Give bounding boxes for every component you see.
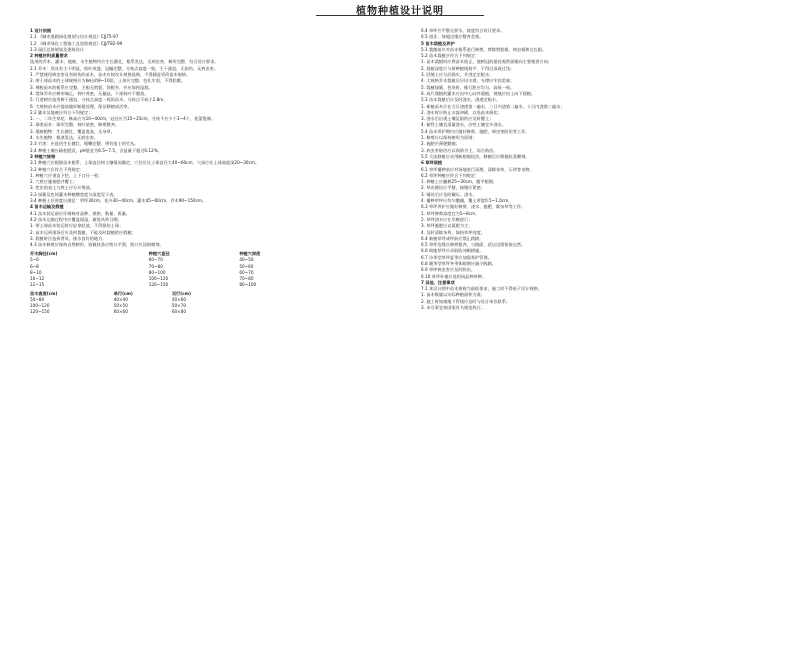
left-line: 3. 裸根苗木的根系应完整，主根无劈裂，须根多，并应保持湿润。	[30, 84, 153, 90]
right-line: 2. 栽植深度应与原种植线持平，不得过深或过浅；	[421, 65, 515, 71]
table-cell: 12~15	[30, 281, 45, 287]
table-cell: 60×60	[113, 309, 128, 315]
table-cell: 40~50	[239, 257, 254, 263]
table-cell: 6~8	[30, 263, 39, 269]
right-line: 5.2 苗木栽植应符合下列规定：	[421, 53, 480, 59]
table-cell: 120~150	[30, 309, 50, 315]
right-line: 3. 浇水后出现土壤沉陷的应及时覆土；	[421, 116, 494, 122]
left-line: 3. 挖出的表土与底土应分开堆放。	[30, 185, 94, 191]
right-line: 5. 栽植绿篱、色块时，株行距应均匀，高低一致。	[421, 84, 515, 90]
left-line: 3. 地被植物：生长健壮，覆盖度高，无杂草。	[30, 128, 115, 134]
table-cell: 50×50	[113, 303, 128, 309]
left-line: 3.1 种植穴应根据苗木根系、土球直径和土壤情况确定，穴径应比土球直径大40~60cm，穴深应比土球高度深20~30cm。	[30, 160, 260, 166]
left-line: 4.2 苗木运输过程中应覆盖保湿，避免风吹日晒。	[30, 216, 122, 222]
right-line: 3. 病虫害防治应以预防为主，综合防治。	[421, 147, 498, 153]
left-line: 3. 假植时应选择背风、排水良好的地方。	[30, 235, 107, 241]
table-cell: 80~100	[239, 281, 257, 287]
right-line: 5.1 栽植前应对苗木根系进行修剪，剪除劈裂根、病虫根和过长根。	[421, 46, 547, 52]
right-line: 1. 修剪应以保持树形为原则；	[421, 135, 477, 141]
right-column	[421, 28, 796, 311]
sheet-title: 植物种植设计说明	[356, 6, 444, 17]
table-cell: 8~10	[30, 269, 42, 275]
left-line: 2. 苗木运到现场后应及时栽植，不能及时栽植的应假植；	[30, 229, 136, 235]
table-header-cell: 双行(cm)	[171, 290, 191, 296]
right-line: 6.1 草坪播种前应对场地进行清理，清除杂草、石块等杂物。	[421, 166, 534, 172]
right-line: 6.7 冷季型草坪夏季应加强养护管理。	[421, 254, 492, 260]
pit-size-table	[30, 251, 330, 288]
left-line: 1. 一、二年生草花：株高应为10~40cm，冠径应为15~35cm，分枝不应少于3~4个，花蕾饱满。	[30, 116, 216, 122]
right-line: 4. 黏性土壤宜适量浇水，沙性土壤宜多浇水。	[421, 122, 506, 128]
right-line: 6.9 草坪病虫害应及时防治。	[421, 267, 476, 273]
right-line: 1. 苗木栽植时应将苗木放正，使树冠的最佳观赏面朝向主要观赏方向；	[421, 59, 552, 65]
left-line: 4.1 苗木装运前应仔细核对品种、规格、数量、质量。	[30, 210, 131, 216]
table-cell: 100~120	[30, 303, 50, 309]
table-cell: 100~120	[148, 275, 169, 281]
right-line: 3. 未尽事宜按国家有关规范执行。	[421, 305, 485, 311]
hedge-spacing-table	[30, 291, 230, 315]
table-cell: 80~100	[148, 269, 166, 275]
left-line: 1. 种植穴应垂直下挖，上下口径一致；	[30, 172, 103, 178]
table-cell: 40×40	[113, 297, 128, 303]
right-line: 6.4 草坪应平整无积水，坡度符合设计要求。	[421, 28, 505, 33]
right-line: 6.8 暖季型草坪冬季休眠期应减少践踏。	[421, 260, 496, 266]
left-line: 2. 穴底应施基肥并覆土；	[30, 179, 78, 185]
right-line: 1. 新植苗木应在当日浇透第一遍水，三日内浇第二遍水，十日内浇第三遍水；	[421, 103, 565, 109]
left-line: 5. 行道树应选用树干通直、分枝点高度一致的苗木，分枝点不低于2.8m。	[30, 97, 168, 103]
left-line: 2. 球类苗木：球形完整，枝叶浓密，修剪整齐。	[30, 122, 120, 128]
table-cell: 60×80	[171, 309, 186, 315]
table-cell: 40×60	[171, 297, 186, 303]
left-line: 2.3 竹类：应选用生长健壮、根鞭完整、带有宿土的竹丛。	[30, 141, 139, 147]
table-cell: 10~12	[30, 275, 45, 281]
table-cell: 70~80	[239, 275, 254, 281]
table-cell: 50~60	[239, 263, 254, 269]
right-line: 3. 铺设后应及时碾压、浇水；	[421, 191, 477, 197]
left-line: 2.2 灌木及地被应符合下列规定：	[30, 109, 93, 115]
right-line: 6.2 草坪种植应符合下列规定：	[421, 172, 480, 178]
right-line: 2. 草坪浇水应在早晚进行；	[421, 216, 473, 222]
right-line: 3. 草坪施肥应以氮肥为主；	[421, 223, 473, 229]
left-line: 4.3 苗木修剪应保持自然树形，短截枝条应剪口平滑，剪口应涂防腐剂。	[30, 242, 164, 248]
right-line: 6. 成片栽植的灌木应由中心向外栽植，坡地应由上向下栽植。	[421, 90, 536, 96]
right-line: 1. 草坪修剪高度宜为5~8cm；	[421, 210, 480, 216]
table-header-cell: 乔木胸径(cm)	[30, 251, 58, 257]
right-line: 2. 施工时如遇地下管线应及时与设计单位联系；	[421, 298, 511, 304]
left-column	[30, 28, 395, 315]
table-cell: 50~80	[30, 297, 45, 303]
right-line: 1. 种植土应翻耕25~30cm，搂平耙细；	[421, 179, 498, 185]
right-line: 4. 播种草坪应均匀撒播，覆土厚度0.5~1.0cm。	[421, 198, 513, 204]
left-line: 3.2 种植穴应符合下列规定：	[30, 166, 85, 172]
left-line: 1. 严禁使用病虫害及有损伤的苗木，苗木应按设计规格选购，不得随意更改苗木规格。	[30, 72, 191, 78]
title-underline	[316, 15, 484, 16]
right-line: 6.6 坡地草坪应采取防冲刷措施。	[421, 248, 484, 254]
right-line: 6.3 草坪养护应做好修剪、浇水、施肥、除杂草等工作。	[421, 204, 526, 210]
table-header-cell: 苗木高度(cm)	[30, 290, 58, 296]
left-line: 6. 大规格苗木应提前做好断根处理，保证移植成活率。	[30, 103, 132, 109]
right-line: 5 苗木栽植及养护	[421, 40, 455, 46]
right-line: 2. 施肥应薄肥勤施；	[421, 141, 460, 147]
right-line: 7.1 本设计图中苗木规格为最低要求，施工时不得低于设计规格。	[421, 286, 543, 292]
right-line: 2. 草皮铺设应平整，接缝应紧密；	[421, 185, 485, 191]
right-line: 4. 及时清除杂草，保持草坪纯度。	[421, 229, 485, 235]
left-line: 2. 带土球苗木的土球规格应为胸径的8~10倍，土球应完整，包扎牢固，不得松散。	[30, 78, 186, 84]
left-line: 3.3 绿篱及色块灌木种植槽宽度与深度见下表。	[30, 191, 118, 197]
right-line: 6.5 道牙、绿地边缘应整齐美观。	[421, 34, 484, 40]
left-line: 1.2 《城市绿化工程施工及验收规范》CJJ/T82-99	[30, 40, 123, 46]
table-header-cell: 种植穴直径	[148, 251, 170, 257]
left-line: 2 种植材料质量要求	[30, 53, 68, 59]
left-line: 4 苗木运输及假植	[30, 204, 64, 210]
table-cell: 120~150	[148, 281, 169, 287]
right-line: 5.5 大苗移植应采用断根缩坨法，移植后应喷施抗蒸腾剂。	[421, 153, 530, 159]
right-line: 3. 回填土应分层捣实，并浇足定根水；	[421, 72, 494, 78]
right-line: 6.4 新植草坪成坪前应禁止践踏。	[421, 235, 484, 241]
table-header-cell: 单行(cm)	[113, 290, 133, 296]
left-text-block	[30, 28, 395, 248]
table-cell: 60~70	[239, 269, 254, 275]
table-row	[30, 309, 230, 315]
right-line: 2. 浇水时应防止水流冲刷，以免苗木倒伏；	[421, 109, 502, 115]
right-line: 5.4 苗木养护期内应做好修剪、施肥、病虫害防治等工作。	[421, 128, 530, 134]
right-line: 6 草坪栽植	[421, 160, 443, 166]
left-line: 1.1 《城市道路绿化规划与设计规范》CJJ75-97	[30, 34, 119, 40]
left-line: 4. 常绿乔木应树形端正，枝叶茂密，无偏冠，下部枝叶不脱落。	[30, 90, 149, 96]
pit-table-body	[30, 257, 330, 287]
left-line: 2.1 乔木：须具有主干明显，枝叶茂盛，冠幅完整，分枝点高度一致，主干通直，无损伤，无病虫害。	[30, 65, 219, 71]
left-line: 4. 水生植物：根茎发达，无病虫害。	[30, 135, 99, 141]
right-line: 6.10 草坪补植应选用同品种草种。	[421, 273, 487, 279]
left-line: 选用的乔木、灌木、地被、水生植物均应生长健壮，根系发达，无病虫害，树形完整，符合设计要求。	[30, 59, 219, 65]
left-line: 1.3 园区总体规划及建筑设计	[30, 46, 85, 52]
table-cell: 60~70	[148, 257, 163, 263]
table-cell: 70~80	[148, 263, 163, 269]
left-line: 1. 带土球苗木装运时应轻拿轻放，不得损伤土球；	[30, 223, 124, 229]
table-cell: 5~6	[30, 257, 39, 263]
left-line: 3 种植穴规格	[30, 153, 56, 159]
left-line: 3.4 种植土层厚度应满足：草坪30cm，花卉30~40cm，灌木45~60cm，乔木90~150cm。	[30, 198, 207, 204]
table-cell: 50×70	[171, 303, 186, 309]
table-header-cell: 种植穴深度	[239, 251, 261, 257]
right-line: 4. 大规格乔木栽植后应设支撑，支撑应牢固美观；	[421, 78, 515, 84]
right-line: 6.5 草坪边缘应修剪整齐，与路面、花坛边缘衔接自然。	[421, 242, 526, 248]
hedge-table-body	[30, 297, 230, 315]
right-line: 7 其他、注意事项	[421, 279, 455, 285]
left-line: 2.4 种植土壤应疏松肥沃，pH值宜为6.5~7.5，含盐量不超过0.12%。	[30, 147, 162, 153]
right-line: 5.3 苗木栽植后应及时浇水，浇透定根水。	[421, 97, 501, 103]
right-line: 1. 苗木数量以实际种植面积为准；	[421, 292, 485, 298]
left-line: 1 设计依据	[30, 28, 52, 33]
